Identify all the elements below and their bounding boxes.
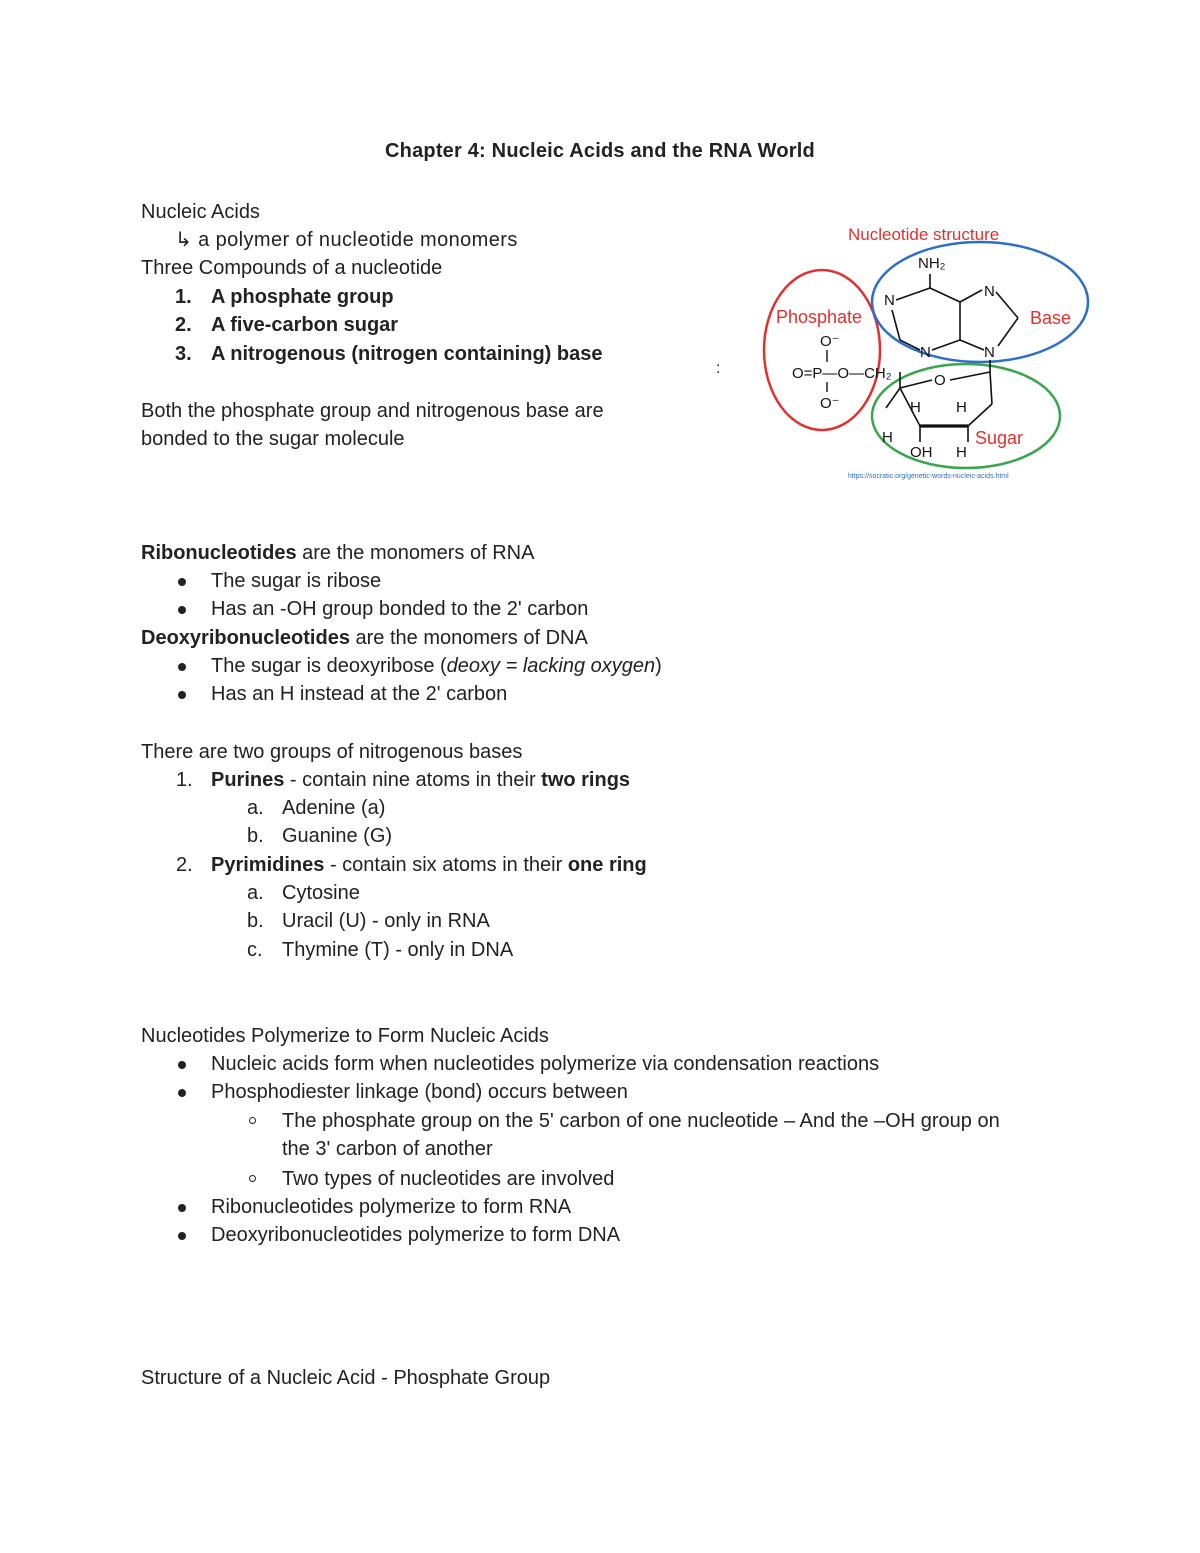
- purine-guanine: Guanine (G): [282, 825, 393, 847]
- purines-emphasis: two rings: [541, 769, 631, 791]
- purines-desc: - contain nine atoms in their: [284, 769, 542, 791]
- base-circle: [872, 242, 1088, 362]
- pyrimidines-desc: - contain six atoms in their: [324, 854, 568, 876]
- base-label: Base: [1030, 308, 1072, 328]
- bullet-icon: [178, 578, 186, 586]
- ribonucleotides-heading: [141, 539, 534, 567]
- compound-item-phosphate: A phosphate group: [211, 286, 394, 308]
- deoxy-bullet-1-post: ): [655, 655, 662, 677]
- atom-oh: OH: [910, 444, 933, 461]
- page-title: Chapter 4: Nucleic Acids and the RNA World: [385, 140, 815, 162]
- atom-h: H: [956, 444, 967, 461]
- polymer-definition: ↳ a polymer of nucleotide monomers: [175, 229, 518, 251]
- list-number: 2.: [176, 854, 193, 876]
- purines-item: [211, 766, 630, 794]
- deoxy-bullet-1-italic: deoxy = lacking oxygen: [446, 655, 656, 677]
- list-letter: a.: [247, 882, 264, 904]
- pyrimidine-uracil: Uracil (U) - only in RNA: [282, 910, 490, 932]
- nucleotide-structure-diagram: [760, 222, 1100, 484]
- polymerize-bullet-1: Nucleic acids form when nucleotides polymerize via condensation reactions: [211, 1053, 880, 1075]
- compound-number: 2.: [175, 314, 192, 336]
- polymerize-sub-2: Two types of nucleotides are involved: [282, 1168, 615, 1190]
- phosphate-o-minus-bottom: O⁻: [820, 395, 840, 412]
- list-letter: b.: [247, 910, 264, 932]
- polymerize-bullet-3: Ribonucleotides polymerize to form RNA: [211, 1196, 572, 1218]
- pyrimidines-term: Pyrimidines: [211, 854, 325, 876]
- bullet-icon: [178, 1232, 186, 1240]
- atom-n: N: [884, 292, 895, 309]
- atom-h: H: [956, 399, 967, 416]
- pyrimidine-cytosine: Cytosine: [282, 882, 360, 904]
- ribo-bullet-2: Has an -OH group bonded to the 2' carbon: [211, 598, 589, 620]
- nh2-label: NH₂: [918, 255, 946, 272]
- compound-number: 1.: [175, 286, 192, 308]
- polymerize-heading: Nucleotides Polymerize to Form Nucleic Acids: [141, 1025, 549, 1047]
- compound-item-base: A nitrogenous (nitrogen containing) base: [211, 343, 603, 365]
- pyrimidines-item: [211, 851, 647, 879]
- atom-n: N: [984, 344, 995, 361]
- structure-heading: Structure of a Nucleic Acid - Phosphate Group: [141, 1367, 551, 1389]
- atom-h: H: [882, 429, 893, 446]
- compound-number: 3.: [175, 343, 192, 365]
- atom-n: N: [920, 344, 931, 361]
- list-letter: a.: [247, 797, 264, 819]
- pyrimidine-thymine: Thymine (T) - only in DNA: [282, 939, 514, 961]
- list-number: 1.: [176, 769, 193, 791]
- list-letter: b.: [247, 825, 264, 847]
- pyrimidines-emphasis: one ring: [567, 854, 647, 876]
- ribonucleotides-term: Ribonucleotides: [141, 542, 297, 564]
- polymerize-bullet-4: Deoxyribonucleotides polymerize to form DNA: [211, 1224, 621, 1246]
- list-letter: c.: [247, 939, 263, 961]
- compounds-heading: Three Compounds of a nucleotide: [141, 257, 443, 279]
- purines-term: Purines: [211, 769, 285, 791]
- deoxyribonucleotides-definition: are the monomers of DNA: [349, 627, 588, 649]
- deoxy-bullet-2: Has an H instead at the 2' carbon: [211, 683, 508, 705]
- deoxyribonucleotides-term: Deoxyribonucleotides: [141, 627, 350, 649]
- diagram-title: Nucleotide structure: [848, 225, 1000, 244]
- bonded-text-line1: Both the phosphate group and nitrogenous base are: [141, 400, 604, 422]
- phosphate-formula: O=P—O—CH₂: [792, 365, 892, 382]
- deoxy-bullet-1-pre: The sugar is deoxyribose (: [211, 655, 447, 677]
- stray-colon: :: [716, 360, 721, 377]
- purine-adenine: Adenine (a): [282, 797, 386, 819]
- bullet-icon: [178, 1089, 186, 1097]
- compound-item-sugar: A five-carbon sugar: [211, 314, 399, 336]
- bonded-text-line2: bonded to the sugar molecule: [141, 428, 405, 450]
- nucleic-acids-heading: Nucleic Acids: [141, 201, 260, 223]
- sugar-label: Sugar: [975, 428, 1024, 448]
- bullet-icon: [178, 663, 186, 671]
- atom-h: H: [910, 399, 921, 416]
- deoxyribonucleotides-heading: [141, 624, 588, 652]
- phosphate-label: Phosphate: [776, 307, 863, 327]
- sub-bullet-icon: [249, 1175, 256, 1182]
- deoxy-bullet-1: [211, 652, 662, 680]
- phosphate-o-minus-top: O⁻: [820, 333, 840, 350]
- bullet-icon: [178, 691, 186, 699]
- bullet-icon: [178, 1061, 186, 1069]
- ribo-bullet-1: The sugar is ribose: [211, 570, 382, 592]
- bullet-icon: [178, 606, 186, 614]
- bases-heading: There are two groups of nitrogenous bases: [141, 741, 523, 763]
- sub-bullet-icon: [249, 1117, 256, 1124]
- atom-o: O: [934, 372, 946, 389]
- polymerize-bullet-2: Phosphodiester linkage (bond) occurs between: [211, 1081, 628, 1103]
- atom-n: N: [984, 283, 995, 300]
- diagram-source-url: https://socratic.org/genetic-words-nucleic-acids.html: [848, 473, 1009, 480]
- polymerize-sub-1-line1: The phosphate group on the 5' carbon of one nucleotide – And the –OH group on: [282, 1110, 1000, 1132]
- ribonucleotides-definition: are the monomers of RNA: [296, 542, 535, 564]
- bullet-icon: [178, 1204, 186, 1212]
- polymerize-sub-1-line2: the 3' carbon of another: [282, 1138, 493, 1160]
